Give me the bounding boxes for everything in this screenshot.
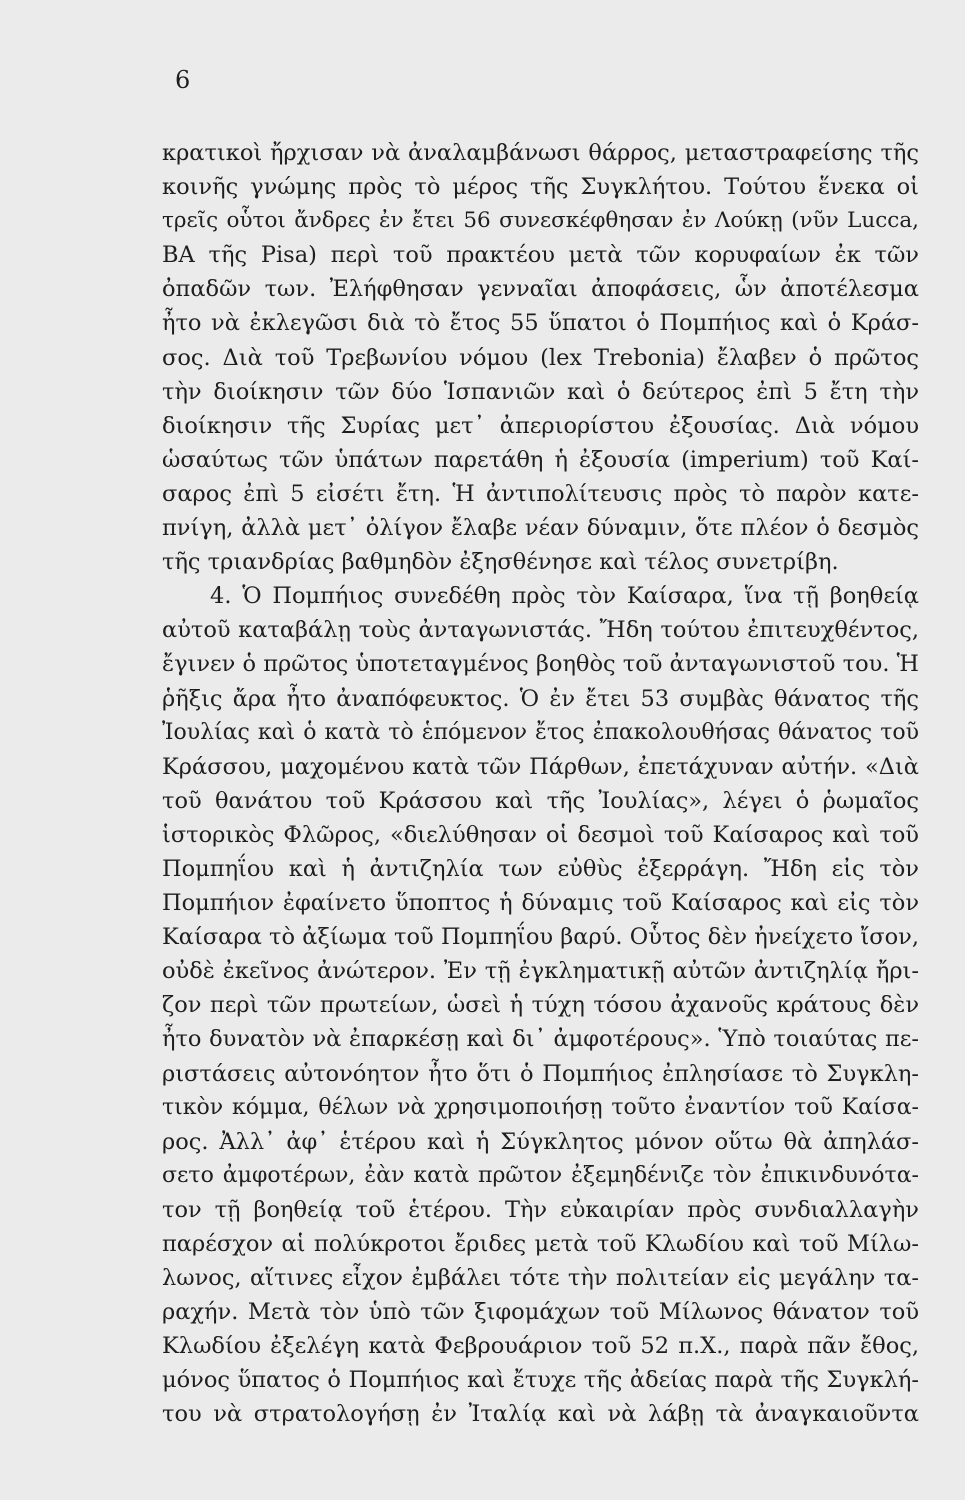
text-line: τὴν διοίκησιν τῶν δύο Ἱσπανιῶν καὶ ὁ δεύτερος ἐπὶ 5 ἔτη τὴν bbox=[162, 378, 919, 405]
text-line: κοινῆς γνώμης πρὸς τὸ μέρος τῆς Συγκλήτου. Τούτου ἕνεκα οἱ bbox=[162, 174, 919, 201]
text-line: σαρος ἐπὶ 5 εἰσέτι ἔτη. Ἡ ἀντιπολίτευσις πρὸς τὸ παρὸν κατε- bbox=[162, 480, 919, 507]
text-line: ὀπαδῶν των. Ἐλήφθησαν γενναῖαι ἀποφάσεις, ὧν ἀποτέλεσμα bbox=[162, 276, 919, 303]
text-line: αὐτοῦ καταβάλῃ τοὺς ἀνταγωνιστάς. Ἤδη τούτου ἐπιτευχθέντος, bbox=[162, 617, 919, 644]
text-line: τῆς τριανδρίας βαθμηδὸν ἐξησθένησε καὶ τέλος συνετρίβη. bbox=[162, 549, 839, 576]
text-line: πνίγη, ἀλλὰ μετ᾽ ὀλίγον ἔλαβε νέαν δύναμιν, ὅτε πλέον ὁ δεσμὸς bbox=[162, 515, 919, 542]
text-line: Πομπηΐου καὶ ἡ ἀντιζηλία των εὐθὺς ἐξερράγη. Ἤδη εἰς τὸν bbox=[162, 855, 919, 882]
body-text bbox=[162, 136, 919, 1432]
text-line: κρατικοὶ ἤρχισαν νὰ ἀναλαμβάνωσι θάρρος, μεταστραφείσης τῆς bbox=[162, 140, 919, 166]
paragraph-start-line: 4. Ὁ Πομπήιος συνεδέθη πρὸς τὸν Καίσαρα, ἵνα τῇ βοηθείᾳ bbox=[210, 583, 919, 610]
text-line: ζον περὶ τῶν πρωτείων, ὡσεὶ ἡ τύχη τόσου ἀχανοῦς κράτους δὲν bbox=[162, 992, 919, 1019]
text-line: ῥῆξις ἄρα ἦτο ἀναπόφευκτος. Ὁ ἐν ἔτει 53 συμβὰς θάνατος τῆς bbox=[162, 685, 919, 712]
text-line: ΒΑ τῆς Pisa) περὶ τοῦ πρακτέου μετὰ τῶν κορυφαίων ἐκ τῶν bbox=[162, 242, 919, 269]
text-line: Καίσαρα τὸ ἀξίωμα τοῦ Πομπηΐου βαρύ. Οὗτος δὲν ἠνείχετο ἴσον, bbox=[162, 924, 919, 951]
text-line: Κράσσου, μαχομένου κατὰ τῶν Πάρθων, ἐπετάχυναν αὐτήν. «Διὰ bbox=[162, 753, 919, 780]
text-line: ἱστορικὸς Φλῶρος, «διελύθησαν οἱ δεσμοὶ τοῦ Καίσαρος καὶ τοῦ bbox=[162, 821, 919, 848]
text-line: σετο ἀμφοτέρων, ἐὰν κατὰ πρῶτον ἐξεμηδένιζε τὸν ἐπικινδυνότα- bbox=[162, 1162, 919, 1188]
text-line: σος. Διὰ τοῦ Τρεβωνίου νόμου (lex Trebonia) ἔλαβεν ὁ πρῶτος bbox=[162, 344, 919, 371]
text-line: του νὰ στρατολογήσῃ ἐν Ἰταλίᾳ καὶ νὰ λάβῃ τὰ ἀναγκαιοῦντα bbox=[162, 1401, 919, 1428]
page-number: 6 bbox=[175, 66, 191, 94]
text-line: ρος. Ἀλλ᾽ ἀφ᾽ ἑτέρου καὶ ἡ Σύγκλητος μόνον οὕτω θὰ ἀπηλάσ- bbox=[162, 1128, 919, 1155]
text-line: ὡσαύτως τῶν ὑπάτων παρετάθη ἡ ἐξουσία (imperium) τοῦ Καί- bbox=[162, 446, 919, 473]
text-line: Ἰουλίας καὶ ὁ κατὰ τὸ ἑπόμενον ἔτος ἐπακολουθήσας θάνατος τοῦ bbox=[162, 719, 919, 745]
text-line: οὐδὲ ἐκεῖνος ἀνώτερον. Ἐν τῇ ἐγκληματικῇ αὐτῶν ἀντιζηλίᾳ ἤρι- bbox=[162, 958, 919, 985]
text-line: ἔγινεν ὁ πρῶτος ὑποτεταγμένος βοηθὸς τοῦ ἀνταγωνιστοῦ του. Ἡ bbox=[162, 651, 919, 678]
text-line: ἦτο δυνατὸν νὰ ἐπαρκέσῃ καὶ δι᾽ ἀμφοτέρους». Ὑπὸ τοιαύτας πε- bbox=[162, 1026, 919, 1053]
text-line: μόνος ὕπατος ὁ Πομπήιος καὶ ἔτυχε τῆς ἀδείας παρὰ τῆς Συγκλή- bbox=[162, 1367, 919, 1394]
text-line: λωνος, αἵτινες εἶχον ἐμβάλει τότε τὴν πολιτείαν εἰς μεγάλην τα- bbox=[162, 1265, 919, 1292]
text-line: τρεῖς οὗτοι ἄνδρες ἐν ἔτει 56 συνεσκέφθησαν ἐν Λούκῃ (νῦν Lucca, bbox=[162, 208, 919, 234]
text-line: ριστάσεις αὐτονόητον ἦτο ὅτι ὁ Πομπήιος ἐπλησίασε τὸ Συγκλη- bbox=[162, 1060, 919, 1087]
text-line: ραχήν. Μετὰ τὸν ὑπὸ τῶν ξιφομάχων τοῦ Μίλωνος θάνατον τοῦ bbox=[162, 1299, 919, 1326]
text-line: τικὸν κόμμα, θέλων νὰ χρησιμοποιήσῃ τοῦτο ἐναντίον τοῦ Καίσα- bbox=[162, 1094, 919, 1120]
text-line: Κλωδίου ἐξελέγη κατὰ Φεβρουάριον τοῦ 52 π.Χ., παρὰ πᾶν ἔθος, bbox=[162, 1333, 919, 1360]
text-line: τον τῇ βοηθείᾳ τοῦ ἑτέρου. Τὴν εὐκαιρίαν πρὸς συνδιαλλαγὴν bbox=[162, 1196, 919, 1223]
text-line: Πομπήιον ἐφαίνετο ὕποπτος ἡ δύναμις τοῦ Καίσαρος καὶ εἰς τὸν bbox=[162, 890, 919, 917]
text-line: διοίκησιν τῆς Συρίας μετ᾽ ἀπεριορίστου ἐξουσίας. Διὰ νόμου bbox=[162, 412, 919, 439]
text-line: παρέσχον αἱ πολύκροτοι ἔριδες μετὰ τοῦ Κλωδίου καὶ τοῦ Μίλω- bbox=[162, 1231, 919, 1257]
text-line: τοῦ θανάτου τοῦ Κράσσου καὶ τῆς Ἰουλίας», λέγει ὁ ῥωμαῖος bbox=[162, 787, 919, 814]
text-line: ἦτο νὰ ἐκλεγῶσι διὰ τὸ ἔτος 55 ὕπατοι ὁ Πομπήιος καὶ ὁ Κράσ- bbox=[162, 310, 919, 337]
